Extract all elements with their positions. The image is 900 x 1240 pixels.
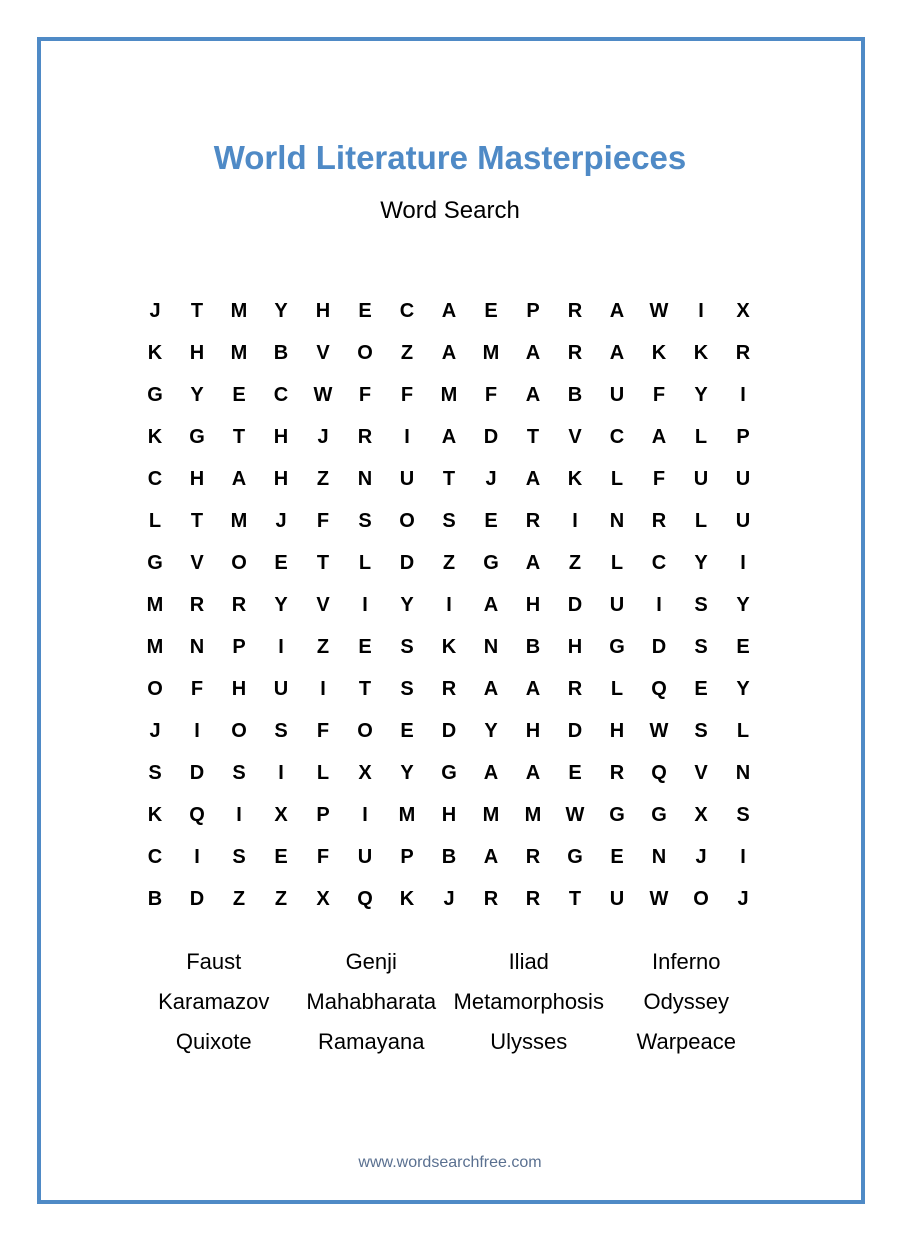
grid-letter: U bbox=[357, 845, 373, 868]
grid-letter: A bbox=[441, 341, 457, 364]
grid-letter: O bbox=[693, 887, 709, 910]
grid-letter: D bbox=[567, 593, 583, 616]
grid-letter: W bbox=[649, 887, 669, 910]
grid-letter: J bbox=[485, 467, 497, 490]
grid-letter: S bbox=[148, 761, 162, 784]
grid-letter: M bbox=[146, 593, 164, 616]
grid-letter: Q bbox=[651, 761, 667, 784]
grid-letter: Z bbox=[316, 635, 330, 658]
footer-url[interactable]: www.wordsearchfree.com bbox=[358, 1154, 542, 1171]
word-list-item: Odyssey bbox=[643, 989, 730, 1014]
grid-letter: I bbox=[236, 803, 242, 826]
grid-letter: M bbox=[230, 341, 248, 364]
grid-letter: U bbox=[273, 677, 289, 700]
grid-letter: K bbox=[147, 341, 163, 364]
grid-letter: F bbox=[190, 677, 204, 700]
grid-letter: B bbox=[147, 887, 163, 910]
grid-letter: A bbox=[525, 677, 541, 700]
grid-letter: S bbox=[694, 635, 708, 658]
word-list-item: Mahabharata bbox=[306, 989, 437, 1014]
grid-letter: F bbox=[358, 383, 372, 406]
grid-letter: X bbox=[274, 803, 288, 826]
grid-letter: T bbox=[190, 509, 204, 532]
grid-letter: E bbox=[358, 299, 372, 322]
grid-letter: A bbox=[525, 383, 541, 406]
grid-letter: S bbox=[358, 509, 372, 532]
grid-letter: O bbox=[357, 719, 373, 742]
grid-letter: F bbox=[316, 845, 330, 868]
grid-letter: Y bbox=[190, 383, 204, 406]
grid-letter: A bbox=[441, 425, 457, 448]
grid-letter: E bbox=[358, 635, 372, 658]
grid-letter: X bbox=[694, 803, 708, 826]
grid-letter: S bbox=[736, 803, 750, 826]
grid-letter: R bbox=[441, 677, 457, 700]
grid-letter: I bbox=[362, 593, 368, 616]
grid-letter: L bbox=[694, 509, 708, 532]
grid-letter: U bbox=[609, 383, 625, 406]
grid-letter: V bbox=[568, 425, 582, 448]
grid-letter: Y bbox=[484, 719, 498, 742]
grid-letter: T bbox=[526, 425, 540, 448]
word-list-item: Inferno bbox=[652, 949, 721, 974]
grid-letter: M bbox=[482, 341, 500, 364]
grid-letter: K bbox=[693, 341, 709, 364]
grid-letter: I bbox=[278, 635, 284, 658]
grid-letter: L bbox=[736, 719, 750, 742]
grid-letter: N bbox=[609, 509, 625, 532]
grid-letter: F bbox=[484, 383, 498, 406]
grid-letter: X bbox=[358, 761, 372, 784]
grid-letter: N bbox=[483, 635, 499, 658]
grid-letter: Y bbox=[400, 761, 414, 784]
grid-letter: V bbox=[694, 761, 708, 784]
grid-letter: I bbox=[362, 803, 368, 826]
grid-letter: S bbox=[400, 677, 414, 700]
grid-letter: R bbox=[189, 593, 205, 616]
grid-letter: K bbox=[147, 803, 163, 826]
grid-letter: K bbox=[147, 425, 163, 448]
grid-letter: R bbox=[567, 299, 583, 322]
grid-letter: J bbox=[695, 845, 707, 868]
grid-letter: A bbox=[483, 677, 499, 700]
grid-letter: I bbox=[698, 299, 704, 322]
grid-letter: O bbox=[147, 677, 163, 700]
grid-letter: D bbox=[483, 425, 499, 448]
word-list-item: Quixote bbox=[175, 1029, 252, 1054]
grid-letter: S bbox=[274, 719, 288, 742]
grid-letter: W bbox=[649, 299, 669, 322]
grid-letter: U bbox=[609, 593, 625, 616]
grid-letter: H bbox=[273, 425, 289, 448]
grid-letter: D bbox=[189, 761, 205, 784]
grid-letter: F bbox=[652, 467, 666, 490]
grid-letter: I bbox=[320, 677, 326, 700]
grid-letter: R bbox=[525, 887, 541, 910]
word-list-item: Faust bbox=[186, 949, 242, 974]
grid-letter: U bbox=[735, 467, 751, 490]
grid-letter: M bbox=[524, 803, 542, 826]
grid-letter: H bbox=[567, 635, 583, 658]
grid-letter: T bbox=[442, 467, 456, 490]
grid-letter: J bbox=[149, 719, 161, 742]
grid-letter: T bbox=[316, 551, 330, 574]
grid-letter: H bbox=[609, 719, 625, 742]
grid-letter: T bbox=[232, 425, 246, 448]
grid-letter: I bbox=[740, 551, 746, 574]
grid-letter: E bbox=[484, 299, 498, 322]
grid-letter: Q bbox=[357, 887, 373, 910]
grid-letter: A bbox=[651, 425, 667, 448]
grid-letter: T bbox=[358, 677, 372, 700]
grid-letter: X bbox=[316, 887, 330, 910]
grid-letter: E bbox=[736, 635, 750, 658]
grid-letter: G bbox=[609, 803, 625, 826]
grid-letter: A bbox=[483, 761, 499, 784]
grid-letter: V bbox=[190, 551, 204, 574]
grid-letter: Y bbox=[274, 299, 288, 322]
word-list-item: Ramayana bbox=[318, 1029, 425, 1054]
grid-letter: I bbox=[194, 845, 200, 868]
grid-letter: M bbox=[398, 803, 416, 826]
grid-letter: U bbox=[609, 887, 625, 910]
page-title: World Literature Masterpieces bbox=[213, 139, 687, 176]
grid-letter: R bbox=[231, 593, 247, 616]
grid-letter: U bbox=[735, 509, 751, 532]
grid-letter: G bbox=[147, 551, 163, 574]
grid-letter: L bbox=[610, 551, 624, 574]
grid-letter: E bbox=[274, 551, 288, 574]
grid-letter: B bbox=[525, 635, 541, 658]
grid-letter: K bbox=[651, 341, 667, 364]
word-list bbox=[135, 942, 765, 1062]
grid-letter: C bbox=[399, 299, 415, 322]
word-list-item: Warpeace bbox=[636, 1029, 736, 1054]
grid-letter: J bbox=[737, 887, 749, 910]
grid-letter: J bbox=[443, 887, 455, 910]
grid-letter: J bbox=[275, 509, 287, 532]
grid-letter: R bbox=[357, 425, 373, 448]
grid-letter: S bbox=[694, 719, 708, 742]
word-list-item: Ulysses bbox=[490, 1029, 568, 1054]
grid-letter: H bbox=[273, 467, 289, 490]
grid-letter: B bbox=[273, 341, 289, 364]
grid-letter: Y bbox=[694, 551, 708, 574]
grid-letter: L bbox=[610, 467, 624, 490]
grid-letter: S bbox=[694, 593, 708, 616]
grid-letter: N bbox=[357, 467, 373, 490]
grid-letter: P bbox=[316, 803, 330, 826]
grid-letter: U bbox=[693, 467, 709, 490]
grid-letter: I bbox=[446, 593, 452, 616]
grid-letter: A bbox=[609, 341, 625, 364]
grid-letter: Z bbox=[274, 887, 288, 910]
grid-letter: N bbox=[651, 845, 667, 868]
grid-letter: M bbox=[440, 383, 458, 406]
grid-letter: Q bbox=[189, 803, 205, 826]
word-list-item: Karamazov bbox=[158, 989, 270, 1014]
grid-letter: U bbox=[399, 467, 415, 490]
grid-letter: Y bbox=[736, 593, 750, 616]
grid-letter: R bbox=[567, 341, 583, 364]
grid-letter: T bbox=[190, 299, 204, 322]
grid-letter: A bbox=[483, 845, 499, 868]
grid-letter: Z bbox=[316, 467, 330, 490]
grid-letter: W bbox=[313, 383, 333, 406]
grid-letter: D bbox=[399, 551, 415, 574]
grid-letter: A bbox=[525, 761, 541, 784]
grid-letter: D bbox=[567, 719, 583, 742]
grid-letter: A bbox=[609, 299, 625, 322]
grid-letter: Z bbox=[232, 887, 246, 910]
grid-letter: G bbox=[609, 635, 625, 658]
letter-grid bbox=[134, 290, 764, 920]
grid-letter: C bbox=[147, 467, 163, 490]
grid-letter: Y bbox=[736, 677, 750, 700]
grid-letter: D bbox=[651, 635, 667, 658]
grid-letter: S bbox=[400, 635, 414, 658]
grid-letter: V bbox=[316, 593, 330, 616]
grid-letter: K bbox=[567, 467, 583, 490]
grid-letter: H bbox=[315, 299, 331, 322]
word-list-item: Genji bbox=[345, 949, 397, 974]
grid-letter: S bbox=[232, 761, 246, 784]
grid-letter: S bbox=[442, 509, 456, 532]
grid-letter: E bbox=[484, 509, 498, 532]
grid-letter: Z bbox=[442, 551, 456, 574]
grid-letter: W bbox=[565, 803, 585, 826]
grid-letter: L bbox=[610, 677, 624, 700]
grid-letter: F bbox=[316, 509, 330, 532]
grid-letter: H bbox=[525, 593, 541, 616]
grid-letter: O bbox=[399, 509, 415, 532]
grid-letter: A bbox=[525, 467, 541, 490]
grid-letter: I bbox=[656, 593, 662, 616]
grid-letter: A bbox=[525, 551, 541, 574]
grid-letter: R bbox=[525, 509, 541, 532]
grid-letter: F bbox=[316, 719, 330, 742]
grid-letter: P bbox=[400, 845, 414, 868]
grid-letter: E bbox=[568, 761, 582, 784]
grid-letter: A bbox=[231, 467, 247, 490]
grid-letter: N bbox=[735, 761, 751, 784]
grid-letter: Z bbox=[400, 341, 414, 364]
grid-letter: J bbox=[149, 299, 161, 322]
grid-letter: O bbox=[231, 551, 247, 574]
grid-letter: M bbox=[482, 803, 500, 826]
grid-letter: B bbox=[567, 383, 583, 406]
grid-letter: A bbox=[441, 299, 457, 322]
grid-letter: L bbox=[316, 761, 330, 784]
grid-letter: M bbox=[230, 299, 248, 322]
grid-letter: K bbox=[399, 887, 415, 910]
grid-letter: E bbox=[610, 845, 624, 868]
grid-letter: E bbox=[400, 719, 414, 742]
grid-letter: B bbox=[441, 845, 457, 868]
grid-letter: L bbox=[358, 551, 372, 574]
grid-letter: W bbox=[649, 719, 669, 742]
grid-letter: V bbox=[316, 341, 330, 364]
grid-letter: T bbox=[568, 887, 582, 910]
grid-letter: M bbox=[146, 635, 164, 658]
grid-letter: Q bbox=[651, 677, 667, 700]
grid-letter: D bbox=[441, 719, 457, 742]
grid-letter: I bbox=[740, 383, 746, 406]
grid-letter: G bbox=[147, 383, 163, 406]
grid-letter: H bbox=[189, 467, 205, 490]
grid-letter: C bbox=[651, 551, 667, 574]
page-subtitle: Word Search bbox=[380, 197, 520, 224]
grid-letter: K bbox=[441, 635, 457, 658]
grid-letter: G bbox=[651, 803, 667, 826]
grid-letter: L bbox=[148, 509, 162, 532]
grid-letter: Y bbox=[274, 593, 288, 616]
grid-letter: Z bbox=[568, 551, 582, 574]
grid-letter: R bbox=[651, 509, 667, 532]
grid-letter: G bbox=[567, 845, 583, 868]
grid-letter: G bbox=[189, 425, 205, 448]
grid-letter: R bbox=[483, 887, 499, 910]
grid-letter: R bbox=[609, 761, 625, 784]
grid-letter: X bbox=[736, 299, 750, 322]
grid-letter: D bbox=[189, 887, 205, 910]
grid-letter: E bbox=[232, 383, 246, 406]
grid-letter: Y bbox=[694, 383, 708, 406]
grid-letter: I bbox=[194, 719, 200, 742]
grid-letter: R bbox=[525, 845, 541, 868]
grid-letter: C bbox=[273, 383, 289, 406]
grid-letter: H bbox=[441, 803, 457, 826]
grid-letter: I bbox=[404, 425, 410, 448]
grid-letter: G bbox=[483, 551, 499, 574]
grid-letter: A bbox=[483, 593, 499, 616]
word-list-item: Metamorphosis bbox=[453, 989, 604, 1014]
grid-letter: R bbox=[567, 677, 583, 700]
grid-letter: G bbox=[441, 761, 457, 784]
grid-letter: H bbox=[189, 341, 205, 364]
grid-letter: C bbox=[609, 425, 625, 448]
grid-letter: I bbox=[278, 761, 284, 784]
grid-letter: Y bbox=[400, 593, 414, 616]
grid-letter: I bbox=[572, 509, 578, 532]
grid-letter: C bbox=[147, 845, 163, 868]
grid-letter: A bbox=[525, 341, 541, 364]
grid-letter: R bbox=[735, 341, 751, 364]
grid-letter: F bbox=[400, 383, 414, 406]
grid-letter: O bbox=[357, 341, 373, 364]
grid-letter: P bbox=[736, 425, 750, 448]
grid-letter: I bbox=[740, 845, 746, 868]
grid-letter: N bbox=[189, 635, 205, 658]
grid-letter: J bbox=[317, 425, 329, 448]
grid-letter: M bbox=[230, 509, 248, 532]
grid-letter: E bbox=[694, 677, 708, 700]
grid-letter: P bbox=[526, 299, 540, 322]
grid-letter: H bbox=[525, 719, 541, 742]
grid-letter: H bbox=[231, 677, 247, 700]
grid-letter: E bbox=[274, 845, 288, 868]
grid-letter: O bbox=[231, 719, 247, 742]
grid-letter: S bbox=[232, 845, 246, 868]
grid-letter: P bbox=[232, 635, 246, 658]
grid-letter: F bbox=[652, 383, 666, 406]
word-list-item: Iliad bbox=[508, 949, 549, 974]
grid-letter: L bbox=[694, 425, 708, 448]
